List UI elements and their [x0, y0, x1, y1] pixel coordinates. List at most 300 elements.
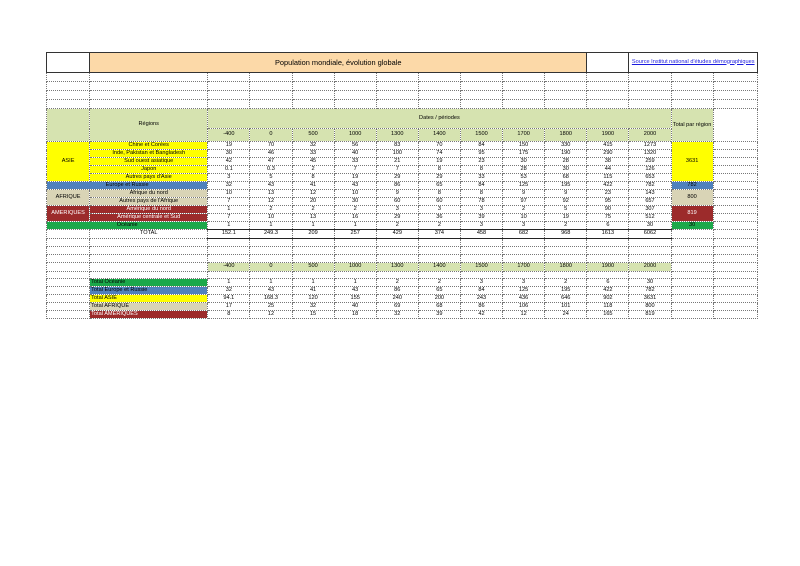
region-cell: Afrique du nord: [90, 190, 208, 198]
region-cell: Amérique du nord: [90, 206, 208, 214]
spacer-row: [47, 91, 758, 100]
empty-cell: [418, 82, 460, 91]
summary-value: 40: [334, 303, 376, 311]
value-cell: 0.1: [208, 166, 250, 174]
title-row: [47, 53, 758, 73]
region-cell: Autres pays de l'Afrique: [90, 198, 208, 206]
value-cell: 19: [418, 158, 460, 166]
value-cell: 7: [334, 166, 376, 174]
region-cell: Amérique centrale et Sud: [90, 214, 208, 222]
empty-cell: [47, 82, 90, 91]
empty-cell: [713, 150, 757, 158]
empty-cell: [47, 287, 90, 295]
region-total: 30: [671, 222, 713, 230]
empty-cell: [376, 73, 418, 82]
empty-cell: [671, 230, 713, 239]
empty-cell: [503, 73, 545, 82]
summary-value: 155: [334, 295, 376, 303]
empty-cell: [713, 91, 757, 100]
summary-value: 43: [334, 287, 376, 295]
summary-value: 2: [376, 279, 418, 287]
value-cell: 43: [334, 182, 376, 190]
value-cell: 95: [460, 150, 502, 158]
value-cell: 68: [545, 174, 587, 182]
summary-row: [47, 311, 758, 319]
value-cell: 65: [418, 182, 460, 190]
summary-value: 42: [460, 311, 502, 319]
value-cell: 84: [460, 142, 502, 150]
summary-value: 106: [503, 303, 545, 311]
value-cell: 3: [503, 222, 545, 230]
empty-cell: [47, 247, 90, 255]
total-value: 429: [376, 230, 418, 239]
value-cell: 7: [208, 198, 250, 206]
value-cell: 30: [503, 158, 545, 166]
value-cell: 2: [334, 206, 376, 214]
empty-cell: [334, 247, 376, 255]
value-cell: 10: [250, 214, 292, 222]
empty-cell: [47, 230, 90, 239]
empty-cell: [713, 272, 757, 279]
group-label: AMERIQUES: [47, 206, 90, 222]
value-cell: 290: [587, 150, 629, 158]
empty-cell: [587, 82, 629, 91]
empty-cell: [713, 174, 757, 182]
empty-cell: [713, 214, 757, 222]
summary-value: 800: [629, 303, 671, 311]
region-cell: Inde, Pakistan et Bangladesh: [90, 150, 208, 158]
summary-year-header: -400: [208, 263, 250, 272]
summary-value: 240: [376, 295, 418, 303]
region-cell: Europe et Russie: [47, 182, 208, 190]
value-cell: 40: [334, 150, 376, 158]
empty-cell: [47, 255, 90, 263]
year-header: 2000: [629, 129, 671, 142]
empty-cell: [208, 239, 250, 247]
value-cell: 1: [250, 222, 292, 230]
empty-cell: [713, 222, 757, 230]
value-cell: 2: [292, 206, 334, 214]
sheet-title: Population mondiale, évolution globale: [90, 53, 587, 73]
value-cell: 1: [208, 222, 250, 230]
spacer-row: [47, 239, 758, 247]
empty-cell: [671, 303, 713, 311]
empty-cell: [47, 311, 90, 319]
empty-cell: [713, 239, 757, 247]
value-cell: 70: [250, 142, 292, 150]
empty-cell: [90, 263, 208, 272]
value-cell: 56: [334, 142, 376, 150]
value-cell: 29: [418, 174, 460, 182]
summary-label: Total Océanie: [90, 279, 208, 287]
summary-value: 24: [545, 311, 587, 319]
empty-cell: [460, 91, 502, 100]
value-cell: 2: [545, 222, 587, 230]
summary-row: [47, 287, 758, 295]
value-cell: 39: [460, 214, 502, 222]
summary-value: 2: [418, 279, 460, 287]
summary-value: 1: [250, 279, 292, 287]
value-cell: 9: [503, 190, 545, 198]
value-cell: 9: [545, 190, 587, 198]
empty-cell: [545, 82, 587, 91]
empty-cell: [47, 295, 90, 303]
empty-cell: [250, 239, 292, 247]
empty-cell: [713, 279, 757, 287]
summary-value: 819: [629, 311, 671, 319]
empty-cell: [671, 82, 713, 91]
value-cell: 29: [376, 174, 418, 182]
empty-cell: [90, 73, 208, 82]
empty-cell: [208, 73, 250, 82]
empty-cell: [713, 287, 757, 295]
empty-cell: [671, 272, 713, 279]
empty-cell: [292, 255, 334, 263]
value-cell: 92: [545, 198, 587, 206]
empty-cell: [250, 91, 292, 100]
data-row: [47, 198, 758, 206]
spacer-row: [47, 100, 758, 109]
empty-cell: [587, 91, 629, 100]
year-header: 1800: [545, 129, 587, 142]
total-label: TOTAL: [90, 230, 208, 239]
value-cell: 259: [629, 158, 671, 166]
value-cell: 19: [208, 142, 250, 150]
summary-year-header: 2000: [629, 263, 671, 272]
empty-cell: [292, 247, 334, 255]
empty-cell: [460, 247, 502, 255]
empty-cell: [713, 109, 757, 142]
value-cell: 1: [334, 222, 376, 230]
empty-cell: [587, 53, 629, 73]
empty-cell: [713, 73, 757, 82]
empty-cell: [376, 247, 418, 255]
summary-value: 32: [208, 287, 250, 295]
empty-cell: [208, 91, 250, 100]
value-cell: 38: [587, 158, 629, 166]
summary-value: 118: [587, 303, 629, 311]
empty-cell: [250, 82, 292, 91]
summary-value: 32: [292, 303, 334, 311]
value-cell: 41: [292, 182, 334, 190]
summary-value: 195: [545, 287, 587, 295]
empty-cell: [629, 247, 671, 255]
empty-cell: [418, 73, 460, 82]
empty-cell: [545, 91, 587, 100]
empty-cell: [713, 247, 757, 255]
value-cell: 60: [418, 198, 460, 206]
empty-cell: [208, 247, 250, 255]
value-cell: 12: [292, 190, 334, 198]
value-cell: 75: [587, 214, 629, 222]
empty-cell: [503, 272, 545, 279]
empty-cell: [90, 272, 208, 279]
empty-cell: [503, 247, 545, 255]
dates-header: Dates / périodes: [208, 109, 671, 129]
empty-cell: [713, 82, 757, 91]
region-total: 782: [671, 182, 713, 190]
summary-value: 86: [376, 287, 418, 295]
summary-value: 25: [250, 303, 292, 311]
summary-year-header: 1300: [376, 263, 418, 272]
summary-label: Total ASIE: [90, 295, 208, 303]
value-cell: 90: [587, 206, 629, 214]
value-cell: 2: [376, 222, 418, 230]
summary-year-header: 1700: [503, 263, 545, 272]
total-row: [47, 230, 758, 239]
total-value: 1613: [587, 230, 629, 239]
value-cell: 19: [545, 214, 587, 222]
empty-cell: [334, 255, 376, 263]
value-cell: 657: [629, 198, 671, 206]
value-cell: 33: [460, 174, 502, 182]
empty-cell: [671, 247, 713, 255]
summary-header-row: [47, 263, 758, 272]
spacer-row: [47, 247, 758, 255]
empty-cell: [503, 255, 545, 263]
value-cell: 86: [376, 182, 418, 190]
empty-cell: [47, 279, 90, 287]
empty-cell: [460, 100, 502, 109]
region-total: 819: [671, 206, 713, 222]
empty-cell: [376, 239, 418, 247]
value-cell: 1273: [629, 142, 671, 150]
empty-cell: [671, 279, 713, 287]
summary-value: 436: [503, 295, 545, 303]
value-cell: 30: [629, 222, 671, 230]
data-row: [47, 190, 758, 198]
value-cell: 32: [208, 182, 250, 190]
value-cell: 21: [376, 158, 418, 166]
empty-cell: [713, 166, 757, 174]
empty-cell: [629, 272, 671, 279]
empty-cell: [376, 91, 418, 100]
empty-cell: [545, 255, 587, 263]
value-cell: 97: [503, 198, 545, 206]
empty-cell: [671, 263, 713, 272]
summary-row: [47, 295, 758, 303]
summary-value: 32: [376, 311, 418, 319]
value-cell: 10: [334, 190, 376, 198]
region-cell: Chine et Corées: [90, 142, 208, 150]
summary-value: 120: [292, 295, 334, 303]
empty-cell: [250, 73, 292, 82]
empty-cell: [376, 82, 418, 91]
empty-cell: [587, 100, 629, 109]
year-header: 1300: [376, 129, 418, 142]
summary-year-header: 1000: [334, 263, 376, 272]
total-value: 458: [460, 230, 502, 239]
region-cell: Autres pays d'Asie: [90, 174, 208, 182]
value-cell: 422: [587, 182, 629, 190]
data-row: [47, 158, 758, 166]
source-cell: [629, 53, 758, 73]
empty-cell: [713, 142, 757, 150]
value-cell: 32: [292, 142, 334, 150]
summary-value: 200: [418, 295, 460, 303]
year-header: 0: [250, 129, 292, 142]
value-cell: 36: [418, 214, 460, 222]
value-cell: 653: [629, 174, 671, 182]
empty-cell: [587, 247, 629, 255]
empty-cell: [90, 255, 208, 263]
empty-cell: [671, 311, 713, 319]
empty-cell: [418, 91, 460, 100]
summary-value: 68: [418, 303, 460, 311]
value-cell: 13: [292, 214, 334, 222]
value-cell: 3: [376, 206, 418, 214]
empty-cell: [713, 230, 757, 239]
year-header: 1700: [503, 129, 545, 142]
summary-value: 30: [629, 279, 671, 287]
empty-cell: [671, 287, 713, 295]
empty-cell: [334, 100, 376, 109]
value-cell: 782: [629, 182, 671, 190]
empty-cell: [250, 100, 292, 109]
empty-cell: [713, 206, 757, 214]
summary-row: [47, 303, 758, 311]
total-value: 374: [418, 230, 460, 239]
value-cell: 7: [376, 166, 418, 174]
data-row: [47, 142, 758, 150]
empty-cell: [460, 82, 502, 91]
value-cell: 125: [503, 182, 545, 190]
empty-cell: [629, 239, 671, 247]
empty-cell: [460, 73, 502, 82]
value-cell: 1: [208, 206, 250, 214]
summary-label: Total AMERIQUES: [90, 311, 208, 319]
summary-label: Total AFRIQUE: [90, 303, 208, 311]
value-cell: 28: [545, 158, 587, 166]
summary-value: 94.1: [208, 295, 250, 303]
empty-cell: [418, 247, 460, 255]
empty-cell: [292, 91, 334, 100]
value-cell: 12: [250, 198, 292, 206]
empty-cell: [545, 73, 587, 82]
value-cell: 1: [292, 222, 334, 230]
value-cell: 10: [503, 214, 545, 222]
empty-cell: [250, 272, 292, 279]
empty-cell: [376, 272, 418, 279]
empty-cell: [713, 295, 757, 303]
summary-value: 422: [587, 287, 629, 295]
region-cell: Sud ouest asiatique: [90, 158, 208, 166]
empty-cell: [47, 263, 90, 272]
empty-cell: [376, 100, 418, 109]
total-value: 257: [334, 230, 376, 239]
value-cell: 74: [418, 150, 460, 158]
value-cell: 29: [376, 214, 418, 222]
empty-cell: [292, 82, 334, 91]
empty-cell: [713, 158, 757, 166]
summary-row: [47, 279, 758, 287]
empty-cell: [671, 295, 713, 303]
value-cell: 70: [418, 142, 460, 150]
group-label: AFRIQUE: [47, 190, 90, 206]
value-cell: 30: [545, 166, 587, 174]
value-cell: 190: [545, 150, 587, 158]
data-row: [47, 182, 758, 190]
value-cell: 100: [376, 150, 418, 158]
empty-cell: [545, 272, 587, 279]
value-cell: 47: [250, 158, 292, 166]
value-cell: 5: [250, 174, 292, 182]
summary-value: 84: [460, 287, 502, 295]
value-cell: 3: [208, 174, 250, 182]
summary-year-header: 1800: [545, 263, 587, 272]
empty-cell: [250, 247, 292, 255]
summary-value: 12: [250, 311, 292, 319]
empty-cell: [460, 255, 502, 263]
summary-value: 8: [208, 311, 250, 319]
summary-value: 41: [292, 287, 334, 295]
summary-value: 243: [460, 295, 502, 303]
region-total: 800: [671, 190, 713, 206]
empty-cell: [545, 100, 587, 109]
summary-value: 15: [292, 311, 334, 319]
empty-cell: [292, 272, 334, 279]
value-cell: 2: [503, 206, 545, 214]
value-cell: 2: [292, 166, 334, 174]
value-cell: 3: [418, 206, 460, 214]
value-cell: 46: [250, 150, 292, 158]
value-cell: 5: [545, 206, 587, 214]
empty-cell: [334, 73, 376, 82]
value-cell: 3: [460, 222, 502, 230]
empty-cell: [90, 100, 208, 109]
empty-cell: [713, 263, 757, 272]
empty-cell: [713, 190, 757, 198]
empty-cell: [503, 82, 545, 91]
empty-cell: [47, 73, 90, 82]
source-link[interactable]: Source Institut national d'études démographiques: [631, 58, 755, 65]
summary-value: 2: [545, 279, 587, 287]
summary-value: 39: [418, 311, 460, 319]
summary-value: 125: [503, 287, 545, 295]
value-cell: 42: [208, 158, 250, 166]
summary-value: 1: [292, 279, 334, 287]
empty-cell: [90, 82, 208, 91]
empty-cell: [713, 100, 757, 109]
total-value: 249.3: [250, 230, 292, 239]
value-cell: 143: [629, 190, 671, 198]
summary-value: 86: [460, 303, 502, 311]
summary-value: 3631: [629, 295, 671, 303]
value-cell: 307: [629, 206, 671, 214]
summary-value: 3: [503, 279, 545, 287]
summary-value: 6: [587, 279, 629, 287]
total-value: 209: [292, 230, 334, 239]
value-cell: 8: [460, 190, 502, 198]
empty-cell: [629, 100, 671, 109]
empty-cell: [587, 239, 629, 247]
region-cell: Océanie: [47, 222, 208, 230]
value-cell: 10: [208, 190, 250, 198]
empty-cell: [47, 53, 90, 73]
empty-cell: [629, 73, 671, 82]
value-cell: 23: [460, 158, 502, 166]
value-cell: 1320: [629, 150, 671, 158]
value-cell: 19: [334, 174, 376, 182]
empty-cell: [47, 91, 90, 100]
empty-cell: [713, 198, 757, 206]
empty-cell: [671, 73, 713, 82]
empty-cell: [292, 100, 334, 109]
value-cell: 45: [292, 158, 334, 166]
summary-value: 101: [545, 303, 587, 311]
value-cell: 195: [545, 182, 587, 190]
total-value: 968: [545, 230, 587, 239]
